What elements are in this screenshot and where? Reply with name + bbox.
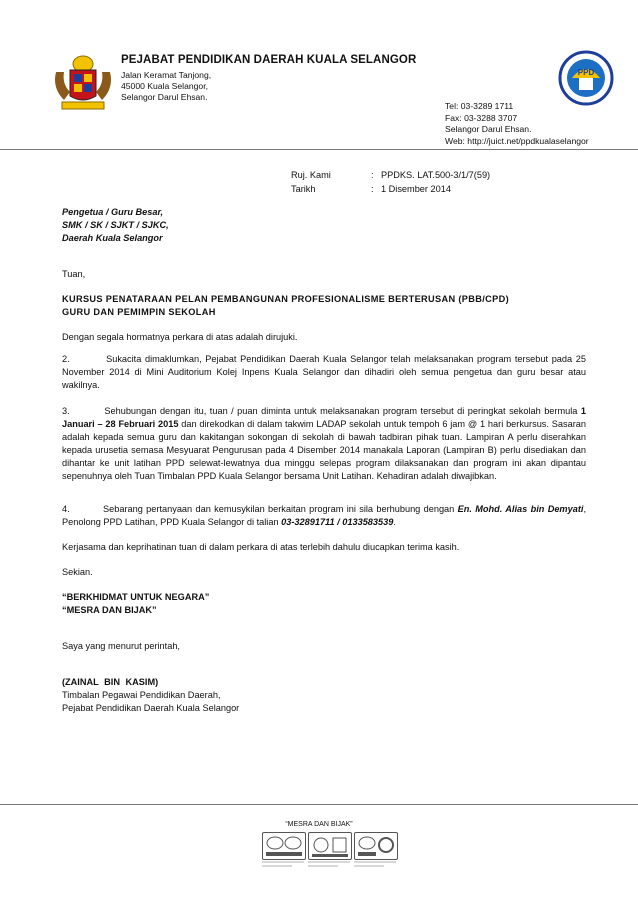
contact-person: En. Mohd. Alias bin Demyati xyxy=(457,504,584,514)
fax: Fax: 03-3288 3707 xyxy=(445,112,518,123)
contact-phone: 03-32891711 / 0133583539 xyxy=(281,516,394,527)
ruj-value: PPDKS. LAT.500-3/1/7(59) xyxy=(381,170,491,180)
closing: Sekian. xyxy=(62,567,93,577)
address-line: 45000 Kuala Selangor, xyxy=(121,81,208,91)
certification-badge-icon xyxy=(262,832,306,860)
certification-text xyxy=(354,860,414,872)
paragraph-3-text: dan direkodkan di dalam takwim LADAP sekolah untuk tempoh 6 jam @ 1 hari berkursus. Sasaran adalah kepada semua guru dan kakitangan sokongan di sekolah di bawah tadbiran pihak tuan. Lampiran A perlu diserahkan kepada urusetia semasa Mesyuarat Pengurusan pada 4 Disember 2014 manakala Laporan (Lampiran B) perlu disediakan dan dihantar ke unit latihan PPD selewat-lewatnya dua minggu selepas program dilaksanakan dan program ini akan dipantau sepenuhnya oleh Tuan Timbalan PPD Kuala Selangor bersama Unit Latihan. Kehadiran adalah diwajibkan. xyxy=(62,418,586,481)
recipient-line: Pengetua / Guru Besar, xyxy=(62,207,164,217)
ppd-logo-icon xyxy=(558,48,614,108)
signer-title: Timbalan Pegawai Pendidikan Daerah, xyxy=(62,689,221,700)
colon: : xyxy=(371,183,374,194)
certification-badge-icon xyxy=(308,832,352,860)
paragraph-2: 2. Sukacita dimaklumkan, Pejabat Pendidikan Daerah Kuala Selangor telah melaksanakan program tersebut pada 25 November 2014 di Mini Auditorium Kolej Inpens Kuala Selangor dan dihadiri oleh semua pengetua dan guru besar atau wakilnya. xyxy=(62,354,586,390)
subject-line: KURSUS PENATARAAN PELAN PEMBANGUNAN PROFESIONALISME BERTERUSAN (PBB/CPD) xyxy=(62,294,509,304)
svg-text:PPD: PPD xyxy=(577,68,595,77)
paragraph-4-text: . xyxy=(393,516,396,527)
ruj-label: Ruj. Kami xyxy=(291,170,331,180)
recipient-line: SMK / SK / SJKT / SJKC, xyxy=(62,219,169,230)
tarikh-value: 1 Disember 2014 xyxy=(381,183,451,194)
website: Web: http://juict.net/ppdkualaselangor xyxy=(445,135,589,146)
signer-office: Pejabat Pendidikan Daerah Kuala Selangor xyxy=(62,702,240,713)
paragraph-4-text: , Penolong PPD Latihan, PPD Kuala Selangor di talian xyxy=(62,504,586,527)
contact-state: Selangor Darul Ehsan. xyxy=(445,124,532,134)
recipient xyxy=(62,206,586,245)
header-divider xyxy=(0,149,638,150)
reference-block xyxy=(291,169,490,196)
footer-divider xyxy=(0,804,638,805)
address-line: Selangor Darul Ehsan. xyxy=(121,92,208,102)
telephone: Tel: 03-3289 1711 xyxy=(445,101,514,111)
motto-line-2: “MESRA DAN BIJAK” xyxy=(62,605,157,615)
paragraph-5: Kerjasama dan keprihatinan tuan di dalam perkara di atas terlebih dahulu diucapkan terima kasih. xyxy=(62,542,460,552)
motto-line-1: “BERKHIDMAT UNTUK NEGARA” xyxy=(62,592,210,602)
salutation: Tuan, xyxy=(62,269,86,279)
office-contact xyxy=(445,101,589,147)
subject-line: GURU DAN PEMIMPIN SEKOLAH xyxy=(62,306,216,317)
signer-name: (ZAINAL BIN KASIM) xyxy=(62,677,159,687)
address-line: Jalan Keramat Tanjong, xyxy=(121,70,212,80)
signature-block xyxy=(62,676,586,715)
subject xyxy=(62,293,586,319)
paragraph-3 xyxy=(62,405,586,482)
paragraph-1: Dengan segala hormatnya perkara di atas adalah dirujuki. xyxy=(62,332,298,342)
paragraph-4-text: 4. Sebarang pertanyaan dan kemusykilan berkaitan program ini sila berhubung dengan xyxy=(62,504,458,514)
colon: : xyxy=(371,170,374,180)
certification-badge-icon xyxy=(354,832,398,860)
office-title: PEJABAT PENDIDIKAN DAERAH KUALA SELANGOR xyxy=(121,54,417,66)
paragraph-3-text: 3. Sehubungan dengan itu, tuan / puan diminta untuk melaksanakan program tersebut di peringkat sekolah bermula xyxy=(62,406,581,416)
instruction: Saya yang menurut perintah, xyxy=(62,641,180,651)
program-dates: 1 Januari – 28 Februari 2015 xyxy=(62,406,586,429)
recipient-line: Daerah Kuala Selangor xyxy=(62,232,163,243)
paragraph-4 xyxy=(62,503,586,529)
malaysia-crest-icon xyxy=(50,52,116,114)
tarikh-label: Tarikh xyxy=(291,183,316,194)
office-address xyxy=(121,70,211,103)
footer-motto: “MESRA DAN BIJAK” xyxy=(285,821,353,828)
